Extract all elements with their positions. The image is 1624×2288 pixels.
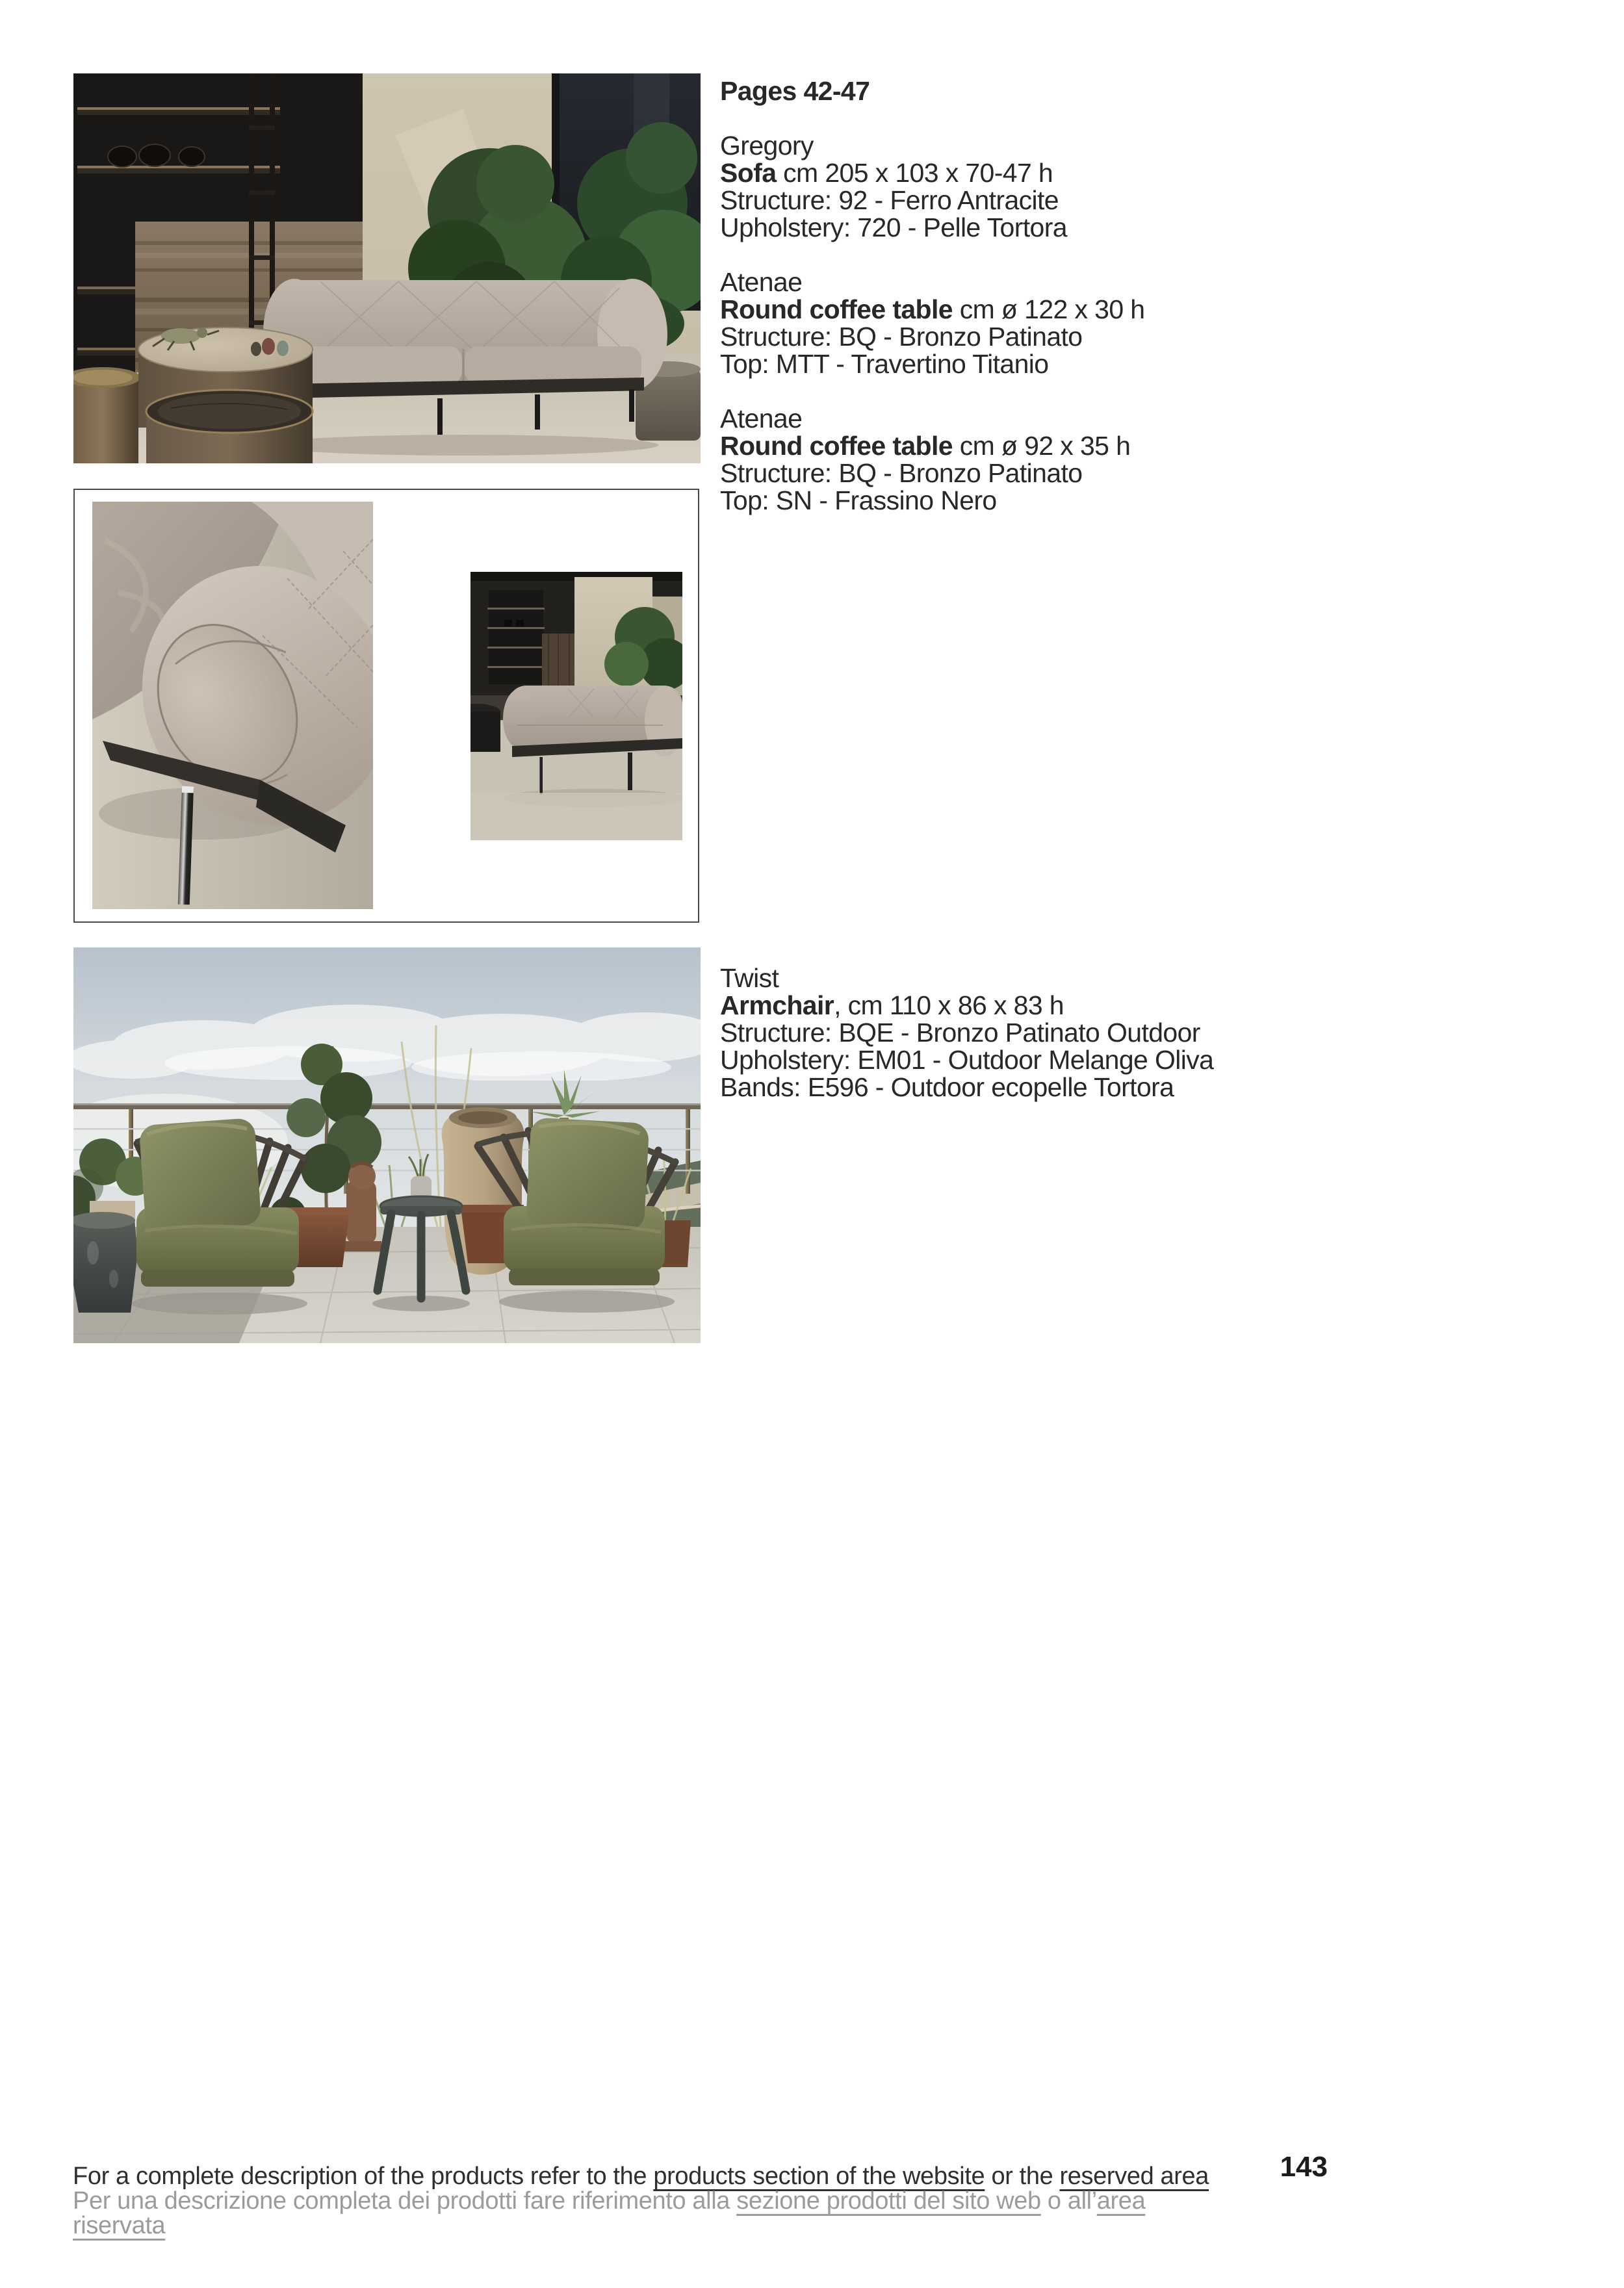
product-top-line: Top: SN - Frassino Nero	[720, 485, 997, 515]
product-bands-line: Bands: E596 - Outdoor ecopelle Tortora	[720, 1072, 1174, 1102]
spec-panel	[720, 77, 1214, 514]
footer-line-it: Per una descrizione completa dei prodotti fare riferimento alla sezione prodotti del sito web o all’area riservata	[73, 2187, 1146, 2239]
interior-photo	[73, 73, 701, 463]
product-upholstery-line: Upholstery: EM01 - Outdoor Melange Oliva	[720, 1045, 1214, 1075]
product-structure-line: Structure: BQ - Bronzo Patinato	[720, 458, 1083, 488]
product-name: Atenae	[720, 267, 803, 297]
product-type-line: Round coffee table cm ø 122 x 30 h	[720, 294, 1145, 324]
product-name: Atenae	[720, 404, 803, 433]
pages-heading: Pages 42-47	[720, 76, 870, 106]
product-structure-line: Structure: BQE - Bronzo Patinato Outdoor	[720, 1018, 1200, 1048]
product-name: Gregory	[720, 131, 814, 161]
product-upholstery-line: Upholstery: 720 - Pelle Tortora	[720, 212, 1067, 242]
sofa-armrest-detail-photo	[92, 502, 373, 909]
area-riservata-link[interactable]: area riservata	[73, 2187, 1146, 2239]
product-spec-gregory	[720, 132, 1214, 241]
product-spec-atenae-small	[720, 405, 1214, 514]
product-structure-line: Structure: 92 - Ferro Antracite	[720, 185, 1059, 215]
product-name: Twist	[720, 963, 779, 993]
page-number: 143	[1280, 2151, 1328, 2183]
inset-shelving	[487, 590, 545, 684]
product-top-line: Top: MTT - Travertino Titanio	[720, 349, 1049, 379]
sezione-prodotti-link[interactable]: sezione prodotti del sito web	[736, 2187, 1041, 2215]
twist-spec-panel	[720, 964, 1227, 1101]
stone-stool	[73, 1212, 138, 1313]
footer	[73, 2164, 1243, 2238]
sofa-context-inset-photo	[470, 572, 682, 840]
product-type-line: Armchair, cm 110 x 86 x 83 h	[720, 990, 1064, 1020]
detail-photos-frame	[73, 489, 699, 923]
reserved-area-link[interactable]: reserved area	[1059, 2163, 1209, 2190]
product-spec-atenae-large	[720, 268, 1214, 378]
product-structure-line: Structure: BQ - Bronzo Patinato	[720, 322, 1083, 352]
product-type-line: Round coffee table cm ø 92 x 35 h	[720, 431, 1131, 461]
products-section-link[interactable]: products section of the website	[653, 2163, 985, 2190]
footer-line-en: For a complete description of the products refer to the products section of the website or the reserved area	[73, 2163, 1209, 2190]
terrace-photo	[73, 947, 701, 1343]
product-type-line: Sofa cm 205 x 103 x 70-47 h	[720, 158, 1053, 188]
